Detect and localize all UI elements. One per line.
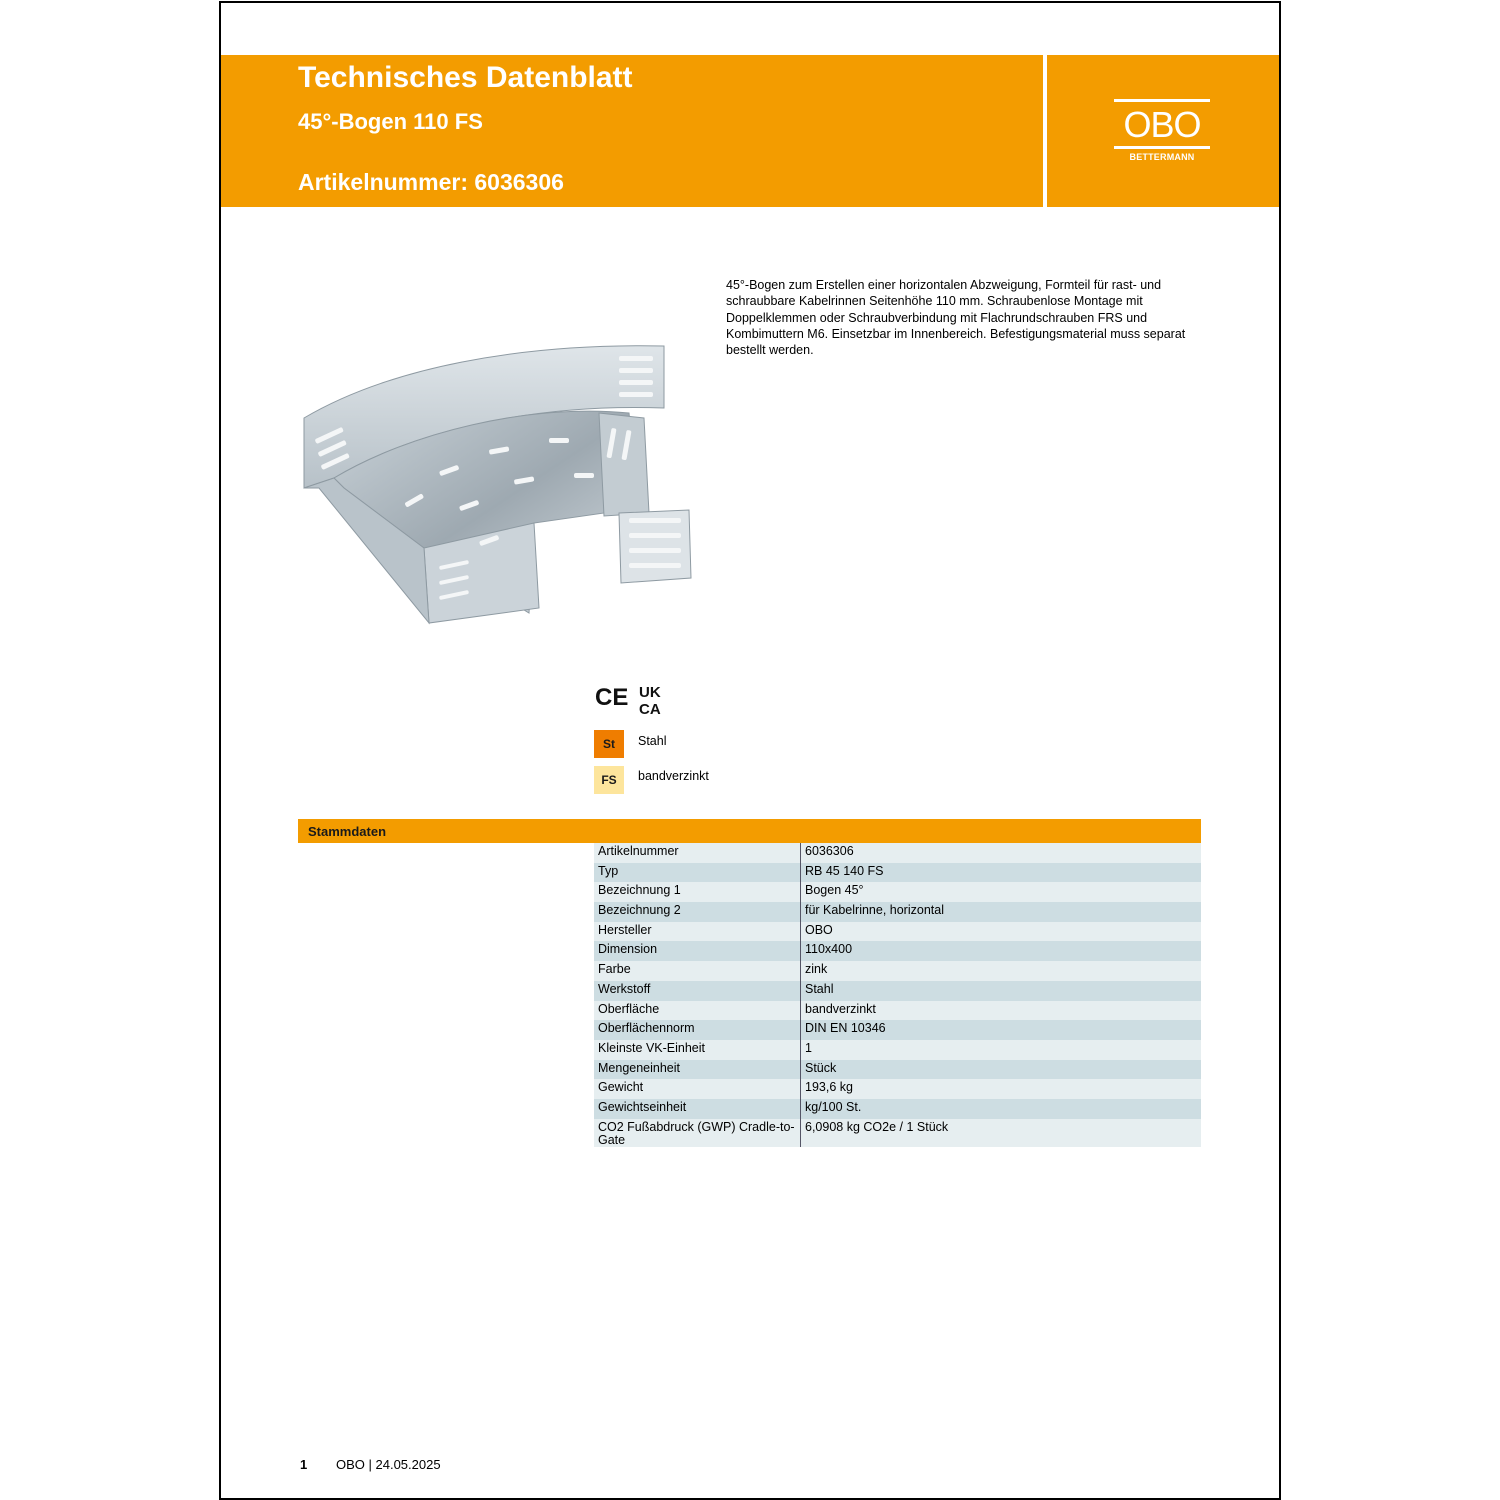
table-key: Farbe	[594, 961, 801, 981]
table-key: Kleinste VK-Einheit	[594, 1040, 801, 1060]
table-value: 6,0908 kg CO2e / 1 Stück	[801, 1119, 1202, 1147]
table-key: Bezeichnung 1	[594, 882, 801, 902]
table-value: 193,6 kg	[801, 1079, 1202, 1099]
header-divider	[1043, 55, 1047, 207]
table-value: Stück	[801, 1060, 1202, 1080]
product-description: 45°-Bogen zum Erstellen einer horizontalen Abzweigung, Formteil für rast- und schraubbare Kabelrinnen Seitenhöhe 110 mm. Schraubenlose Montage mit Doppelklemmen oder Schraubverbindung mit Flachrundschrauben FRS und Kombimuttern M6. Einsetzbar im Innenbereich. Befestigungsmaterial muss separat bestellt werden.	[726, 278, 1186, 358]
ukca-mark-top: UK	[639, 684, 661, 701]
table-key: Typ	[594, 863, 801, 883]
table-row	[594, 1099, 1201, 1119]
section-header-stammdaten	[298, 819, 1201, 843]
table-value: 1	[801, 1040, 1202, 1060]
table-key: Artikelnummer	[594, 843, 801, 863]
table-value: für Kabelrinne, horizontal	[801, 902, 1202, 922]
table-row	[594, 1060, 1201, 1080]
table-value: 110x400	[801, 941, 1202, 961]
table-row	[594, 843, 1201, 863]
table-row	[594, 863, 1201, 883]
table-key: Dimension	[594, 941, 801, 961]
table-key: CO2 Fußabdruck (GWP) Cradle-to-Gate	[594, 1119, 801, 1147]
datasheet-page	[219, 1, 1281, 1500]
table-row	[594, 981, 1201, 1001]
table-key: Oberfläche	[594, 1001, 801, 1021]
table-key: Hersteller	[594, 922, 801, 942]
article-number-heading: Artikelnummer: 6036306	[298, 169, 564, 195]
product-subtitle: 45°-Bogen 110 FS	[298, 109, 483, 134]
cable-tray-bend-image	[299, 338, 694, 628]
table-value: kg/100 St.	[801, 1099, 1202, 1119]
table-row	[594, 1020, 1201, 1040]
table-row	[594, 1119, 1201, 1147]
ce-ukca-marks	[595, 681, 675, 717]
ukca-mark-bottom: CA	[639, 701, 661, 717]
section-title: Stammdaten	[308, 824, 387, 839]
table-key: Werkstoff	[594, 981, 801, 1001]
table-key: Gewicht	[594, 1079, 801, 1099]
table-value: RB 45 140 FS	[801, 863, 1202, 883]
material-badge-finish: FS	[594, 766, 624, 794]
page-title: Technisches Datenblatt	[298, 61, 633, 94]
page-number: 1	[300, 1457, 308, 1472]
table-value: OBO	[801, 922, 1202, 942]
table-key: Gewichtseinheit	[594, 1099, 801, 1119]
logo-word: OBO	[1123, 104, 1201, 145]
table-value: Stahl	[801, 981, 1202, 1001]
logo-bottom-bar	[1114, 146, 1210, 149]
master-data-table	[594, 843, 1201, 1147]
table-key: Bezeichnung 2	[594, 902, 801, 922]
material-badge-steel: St	[594, 730, 624, 758]
table-row	[594, 941, 1201, 961]
material-label-finish: bandverzinkt	[638, 769, 709, 783]
table-row	[594, 882, 1201, 902]
logo-subtext: BETTERMANN	[1129, 152, 1195, 162]
table-row	[594, 1079, 1201, 1099]
table-row	[594, 922, 1201, 942]
logo-top-bar	[1114, 99, 1210, 102]
table-value: bandverzinkt	[801, 1001, 1202, 1021]
ce-mark: CE	[595, 684, 629, 711]
table-row	[594, 1001, 1201, 1021]
table-key: Oberflächennorm	[594, 1020, 801, 1040]
table-value: 6036306	[801, 843, 1202, 863]
table-row	[594, 1040, 1201, 1060]
obo-logo	[1114, 99, 1214, 165]
material-label-steel: Stahl	[638, 734, 667, 748]
table-value: Bogen 45°	[801, 882, 1202, 902]
footer-text: OBO | 24.05.2025	[336, 1457, 441, 1472]
table-row	[594, 961, 1201, 981]
table-key: Mengeneinheit	[594, 1060, 801, 1080]
table-value: zink	[801, 961, 1202, 981]
table-row	[594, 902, 1201, 922]
table-value: DIN EN 10346	[801, 1020, 1202, 1040]
